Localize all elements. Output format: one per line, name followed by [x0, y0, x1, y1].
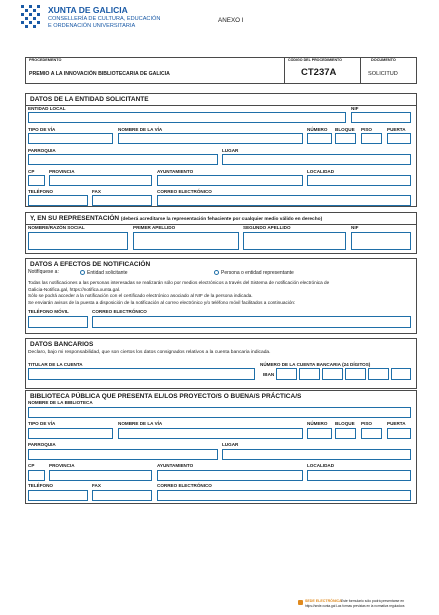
localidad-input[interactable] — [307, 175, 411, 186]
provincia-input[interactable] — [49, 175, 152, 186]
label-bib-ayuntamiento: AYUNTAMIENTO — [157, 463, 194, 468]
parroquia-input[interactable] — [28, 154, 218, 165]
label-lugar: LUGAR — [222, 148, 239, 153]
label-bib-cp: CP — [28, 463, 35, 468]
bib-parroquia-input[interactable] — [28, 449, 218, 460]
label-bib-nombre-via: NOMBRE DE LA VÍA — [118, 421, 163, 426]
label-bib-fax: FAX — [92, 483, 101, 488]
bib-puerta-input[interactable] — [387, 428, 411, 439]
bib-nombre-via-input[interactable] — [118, 428, 303, 439]
bib-ayuntamiento-input[interactable] — [157, 470, 303, 481]
label-primer-apellido: PRIMER APELLIDO — [133, 225, 176, 230]
procedure-label: PROCEDEMENTO — [29, 58, 62, 62]
ayuntamiento-input[interactable] — [157, 175, 303, 186]
nombre-via-input[interactable] — [118, 133, 303, 144]
section-entidad-title: DATOS DE LA ENTIDAD SOLICITANTE — [30, 95, 149, 103]
puerta-input[interactable] — [387, 133, 411, 144]
footer-sede: SEDE ELECTRÓNICA — [305, 599, 342, 603]
label-bib-piso: PISO — [361, 421, 372, 426]
bib-correo-input[interactable] — [157, 490, 411, 501]
correo-input[interactable] — [157, 195, 411, 206]
radio-entidad-solicitante-label: Entidad solicitante — [87, 269, 128, 276]
label-bib-telefono: TELÉFONO — [28, 483, 54, 488]
bib-telefono-input[interactable] — [28, 490, 88, 501]
label-titular-cuenta: TITULAR DE LA CUENTA — [28, 362, 83, 367]
label-numero: NÚMERO — [307, 127, 328, 132]
label-telefono-movil: TELÉFONO MÓVIL — [28, 309, 69, 314]
bib-lugar-input[interactable] — [222, 449, 411, 460]
label-tipo-via: TIPO DE VÍA — [28, 127, 56, 132]
notificacion-text2: Galicia-Notifica.gal, https://notifica.xunta.gal. — [28, 286, 121, 292]
label-bib-localidad: LOCALIDAD — [307, 463, 335, 468]
nombre-biblioteca-input[interactable] — [28, 407, 411, 418]
section-biblioteca-title: BIBLIOTECA PÚBLICA QUE PRESENTA EL/LOS PROYECTO/S O BUENA/S PRÁCTICA/S — [30, 392, 302, 400]
numero-input[interactable] — [307, 133, 332, 144]
nif-input[interactable] — [351, 112, 411, 123]
procedure-code-label: CÓDIGO DEL PROCEDIMIENTO — [288, 58, 342, 62]
section-representacion-note: (deberá acreditarse la representación fehaciente por cualquier medio válido en derecho) — [120, 216, 323, 222]
bib-provincia-input[interactable] — [49, 470, 152, 481]
label-iban: IBAN — [263, 372, 275, 377]
label-bib-lugar: LUGAR — [222, 442, 239, 447]
label-ayuntamiento: AYUNTAMIENTO — [157, 169, 194, 174]
iban-input[interactable] — [276, 368, 297, 380]
radio-persona-representante[interactable] — [214, 270, 219, 275]
label-numero-cuenta: NÚMERO DE LA CUENTA BANCARIA (24 DÍGITOS) — [260, 362, 371, 367]
bib-tipo-via-input[interactable] — [28, 428, 113, 439]
label-telefono: TELÉFONO — [28, 189, 54, 194]
rep-nif-input[interactable] — [351, 232, 411, 250]
tipo-via-input[interactable] — [28, 133, 113, 144]
segundo-apellido-input[interactable] — [243, 232, 346, 250]
bloque-input[interactable] — [335, 133, 356, 144]
cp-input[interactable] — [28, 175, 45, 186]
primer-apellido-input[interactable] — [133, 232, 239, 250]
label-correo: CORREO ELECTRÓNICO — [157, 189, 212, 194]
bib-bloque-input[interactable] — [335, 428, 356, 439]
label-nombre-via: NOMBRE DE LA VÍA — [118, 127, 163, 132]
label-parroquia: PARROQUIA — [28, 148, 56, 153]
sede-electronica-icon — [298, 600, 303, 605]
label-nif: NIF — [351, 106, 359, 111]
piso-input[interactable] — [361, 133, 382, 144]
cuenta-block-5[interactable] — [391, 368, 411, 380]
cuenta-block-2[interactable] — [322, 368, 343, 380]
label-rep-nif: NIF — [351, 225, 359, 230]
telefono-movil-input[interactable] — [28, 316, 88, 328]
label-bib-puerta: PUERTA — [387, 421, 406, 426]
procedure-code: CT237A — [301, 67, 337, 78]
titular-cuenta-input[interactable] — [28, 368, 255, 380]
org-name: XUNTA DE GALICIA — [48, 5, 128, 15]
bib-localidad-input[interactable] — [307, 470, 411, 481]
bib-cp-input[interactable] — [28, 470, 45, 481]
document-label: DOCUMENTO — [371, 58, 396, 62]
notificacion-text3: Sólo se podrá acceder a la notificación con el certificado electrónico asociado al NIF de la persona indicada. — [28, 293, 253, 298]
document-type: SOLICITUD — [368, 71, 398, 77]
notif-correo-input[interactable] — [92, 316, 411, 328]
bib-piso-input[interactable] — [361, 428, 382, 439]
annex-label: ANEXO I — [218, 17, 244, 24]
section-bancarios-title: DATOS BANCARIOS — [30, 340, 94, 348]
label-puerta: PUERTA — [387, 127, 406, 132]
label-bib-bloque: BLOQUE — [335, 421, 355, 426]
label-provincia: PROVINCIA — [49, 169, 75, 174]
label-piso: PISO — [361, 127, 372, 132]
section-notificacion-title: DATOS A EFECTOS DE NOTIFICACIÓN — [30, 260, 151, 268]
label-notif-correo: CORREO ELECTRÓNICO — [92, 309, 147, 314]
label-bib-parroquia: PARROQUIA — [28, 442, 56, 447]
org-dept-line2: E ORDENACIÓN UNIVERSITARIA — [48, 23, 136, 29]
telefono-input[interactable] — [28, 195, 88, 206]
label-fax: FAX — [92, 189, 101, 194]
label-bib-numero: NÚMERO — [307, 421, 328, 426]
label-cp: CP — [28, 169, 35, 174]
label-bib-correo: CORREO ELECTRÓNICO — [157, 483, 212, 488]
label-bib-provincia: PROVINCIA — [49, 463, 75, 468]
nombre-razon-input[interactable] — [28, 232, 128, 250]
label-bloque: BLOQUE — [335, 127, 355, 132]
cuenta-block-1[interactable] — [299, 368, 320, 380]
bancarios-declaro: Declaro, bajo mi responsabilidad, que son ciertos los datos consignados relativos a la cuenta bancaria indicada. — [28, 350, 271, 355]
label-nombre-biblioteca: NOMBRE DE LA BIBLIOTECA — [28, 400, 93, 405]
bib-numero-input[interactable] — [307, 428, 332, 439]
entidad-local-input[interactable] — [28, 112, 346, 123]
label-nombre-razon: NOMBRE/RAZÓN SOCIAL — [28, 225, 85, 230]
cuenta-block-3[interactable] — [345, 368, 366, 380]
radio-entidad-solicitante[interactable] — [80, 270, 85, 275]
notifiquese-label: Notifíquese a: — [28, 269, 59, 275]
notificacion-text4: Se enviarán avisos de la puesta a disposición de la notificación al correo electrónico y/o teléfono móvil facilitados a continuación: — [28, 299, 296, 305]
label-entidad-local: ENTIDAD LOCAL — [28, 106, 66, 111]
fax-input[interactable] — [92, 195, 152, 206]
label-bib-tipo-via: TIPO DE VÍA — [28, 421, 56, 426]
section-representacion-title: Y, EN SU REPRESENTACIÓN — [30, 214, 120, 222]
procedure-title: PREMIO A LA INNOVACIÓN BIBLIOTECARIA DE GALICIA — [29, 71, 170, 77]
footer-text1: Este formulario sólo podrá presentarse en — [341, 599, 405, 603]
lugar-input[interactable] — [222, 154, 411, 165]
footer-text2: https://sede.xunta.gal Las formas previstas en la normativa reguladora — [305, 604, 405, 608]
org-dept-line1: CONSELLERÍA DE CULTURA, EDUCACIÓN — [48, 16, 161, 22]
notificacion-text1: Todas las notificaciones a las personas interesadas se realizarán sólo por medios electrónicos a través del Sistema de notificación electrónica de — [28, 280, 330, 285]
label-localidad: LOCALIDAD — [307, 169, 335, 174]
radio-persona-representante-label: Persona o entidad representante — [221, 269, 294, 276]
bib-fax-input[interactable] — [92, 490, 152, 501]
xunta-logo-icon — [18, 5, 44, 31]
label-segundo-apellido: SEGUNDO APELLIDO — [243, 225, 291, 230]
cuenta-block-4[interactable] — [368, 368, 389, 380]
